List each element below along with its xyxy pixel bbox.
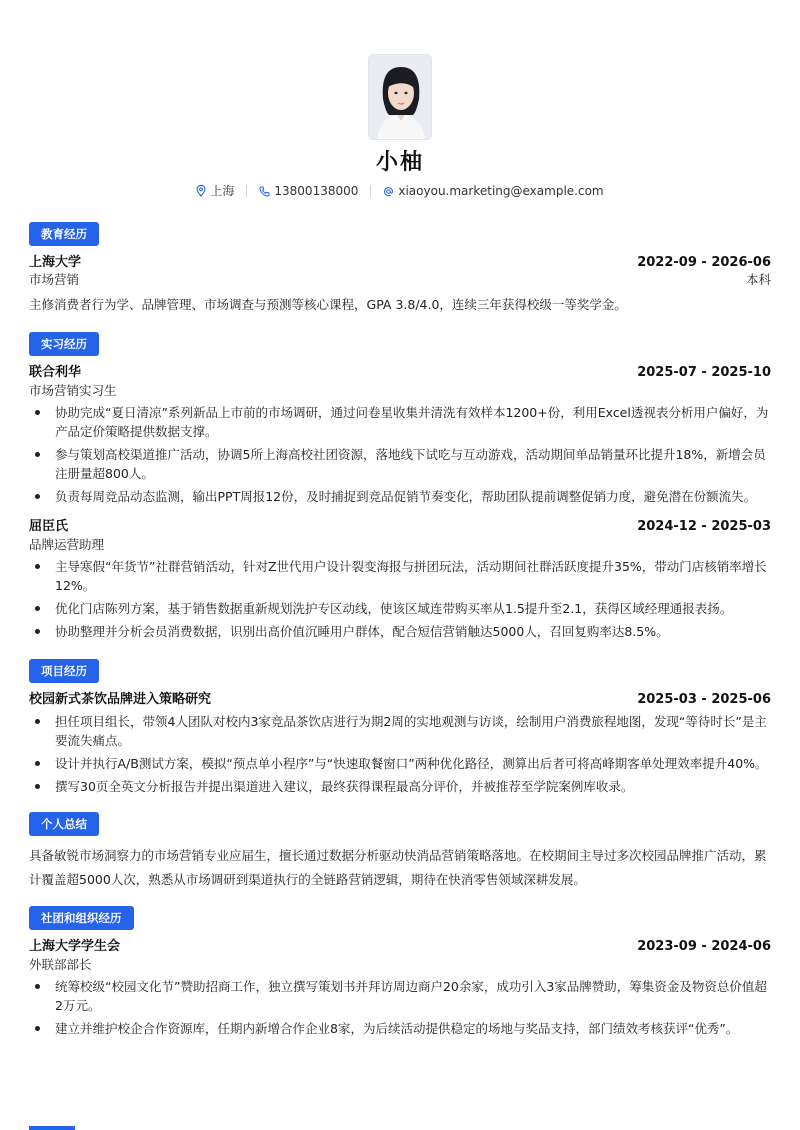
club-role: 外联部部长 [29, 957, 92, 972]
education-dates: 2022-09 - 2026-06 [637, 255, 771, 270]
summary-text: 具备敏锐市场洞察力的市场营销专业应届生，擅长通过数据分析驱动快消品营销策略落地。在校期间主导过多次校园品牌推广活动，累计覆盖超5000人次，熟悉从市场调研到渠道执行的全链路营销逻辑，期待在快消零售领域深耕发展。 [29, 848, 767, 887]
at-sign-icon [383, 186, 394, 197]
contact-divider [246, 185, 247, 197]
section-title-summary: 个人总结 [29, 812, 99, 836]
internship-dates: 2024-12 - 2025-03 [637, 519, 771, 534]
list-item: 协助整理并分析会员消费数据，识别出高价值沉睡用户群体，配合短信营销触达5000人，召回复购率达8.5%。 [29, 622, 771, 641]
major: 市场营销 [29, 272, 80, 287]
contact-email[interactable] [383, 182, 603, 200]
portrait-photo [369, 55, 432, 140]
email-link[interactable]: xiaoyou.marketing@example.com [398, 184, 604, 198]
achievement-list [29, 977, 771, 1038]
section-title-clubs: 社团和组织经历 [29, 906, 134, 930]
section-title-internship: 实习经历 [29, 332, 99, 356]
candidate-name: 小柚 [375, 150, 424, 175]
list-item: 协助完成“夏日清凉”系列新品上市前的市场调研，通过问卷星收集并清洗有效样本1200+份，利用Excel透视表分析用户偏好，为产品定价策略提供数据支撑。 [29, 403, 771, 441]
education-entry [29, 254, 771, 316]
list-item: 统筹校级“校园文化节”赞助招商工作，独立撰写策划书并拜访周边商户20余家，成功引入3家品牌赞助，筹集资金及物资总价值超2万元。 [29, 977, 771, 1015]
list-item: 主导寒假“年货节”社群营销活动，针对Z世代用户设计裂变海报与拼团玩法，活动期间社群活跃度提升35%，带动门店核销率增长12%。 [29, 557, 771, 595]
list-item: 参与策划高校渠道推广活动，协调5所上海高校社团资源，落地线下试吃与互动游戏，活动期间单品销量环比提升18%，新增会员注册量超800人。 [29, 445, 771, 483]
company-name: 屈臣氏 [29, 519, 69, 534]
achievement-list [29, 557, 771, 641]
contact-location [196, 182, 234, 200]
club-dates: 2023-09 - 2024-06 [637, 939, 771, 954]
phone-icon [259, 186, 270, 197]
section-title-project: 项目经历 [29, 659, 99, 683]
contact-info [29, 182, 771, 200]
phone-text: 13800138000 [274, 184, 359, 198]
club-entry [29, 938, 771, 1038]
internship-dates: 2025-07 - 2025-10 [637, 365, 771, 380]
next-section-badge-edge [29, 1126, 75, 1130]
achievement-list [29, 712, 771, 796]
project-dates: 2025-03 - 2025-06 [637, 692, 771, 707]
company-name: 联合利华 [29, 365, 82, 380]
list-item: 撰写30页全英文分析报告并提出渠道进入建议，最终获得课程最高分评价，并被推荐至学院案例库收录。 [29, 777, 771, 796]
degree: 本科 [745, 272, 771, 287]
achievement-list [29, 403, 771, 506]
project-entry [29, 691, 771, 796]
avatar [368, 54, 432, 140]
project-section [29, 659, 771, 796]
summary-section [29, 812, 771, 892]
list-item: 担任项目组长，带领4人团队对校内3家竞品茶饮店进行为期2周的实地观测与访谈，绘制用户消费旅程地图，发现“等待时长”是主要流失痛点。 [29, 712, 771, 750]
section-title-education: 教育经历 [29, 222, 99, 246]
education-description: 主修消费者行为学、品牌管理、市场调查与预测等核心课程，GPA 3.8/4.0，连续三年获得校级一等奖学金。 [29, 297, 627, 312]
internship-entry [29, 364, 771, 506]
resume-header [29, 0, 771, 200]
contact-divider [370, 185, 371, 197]
job-role: 市场营销实习生 [29, 383, 117, 398]
project-name: 校园新式茶饮品牌进入策略研究 [29, 692, 212, 707]
clubs-section [29, 906, 771, 1038]
list-item: 优化门店陈列方案，基于销售数据重新规划洗护专区动线，使该区域连带购买率从1.5提升至2.1，获得区域经理通报表扬。 [29, 599, 771, 618]
internship-section [29, 332, 771, 641]
education-section [29, 222, 771, 316]
school-name: 上海大学 [29, 255, 82, 270]
location-pin-icon [196, 185, 206, 197]
contact-phone [259, 182, 358, 200]
internship-entry [29, 518, 771, 641]
list-item: 建立并维护校企合作资源库，任期内新增合作企业8家，为后续活动提供稳定的场地与奖品支持，部门绩效考核获评“优秀”。 [29, 1019, 771, 1038]
location-text: 上海 [210, 184, 235, 198]
organization-name: 上海大学学生会 [29, 939, 121, 954]
job-role: 品牌运营助理 [29, 537, 105, 552]
list-item: 设计并执行A/B测试方案，模拟“预点单小程序”与“快速取餐窗口”两种优化路径，测算出后者可将高峰期客单处理效率提升40%。 [29, 754, 771, 773]
list-item: 负责每周竞品动态监测，输出PPT周报12份，及时捕捉到竞品促销节奏变化，帮助团队提前调整促销力度，避免潜在份额流失。 [29, 487, 771, 506]
